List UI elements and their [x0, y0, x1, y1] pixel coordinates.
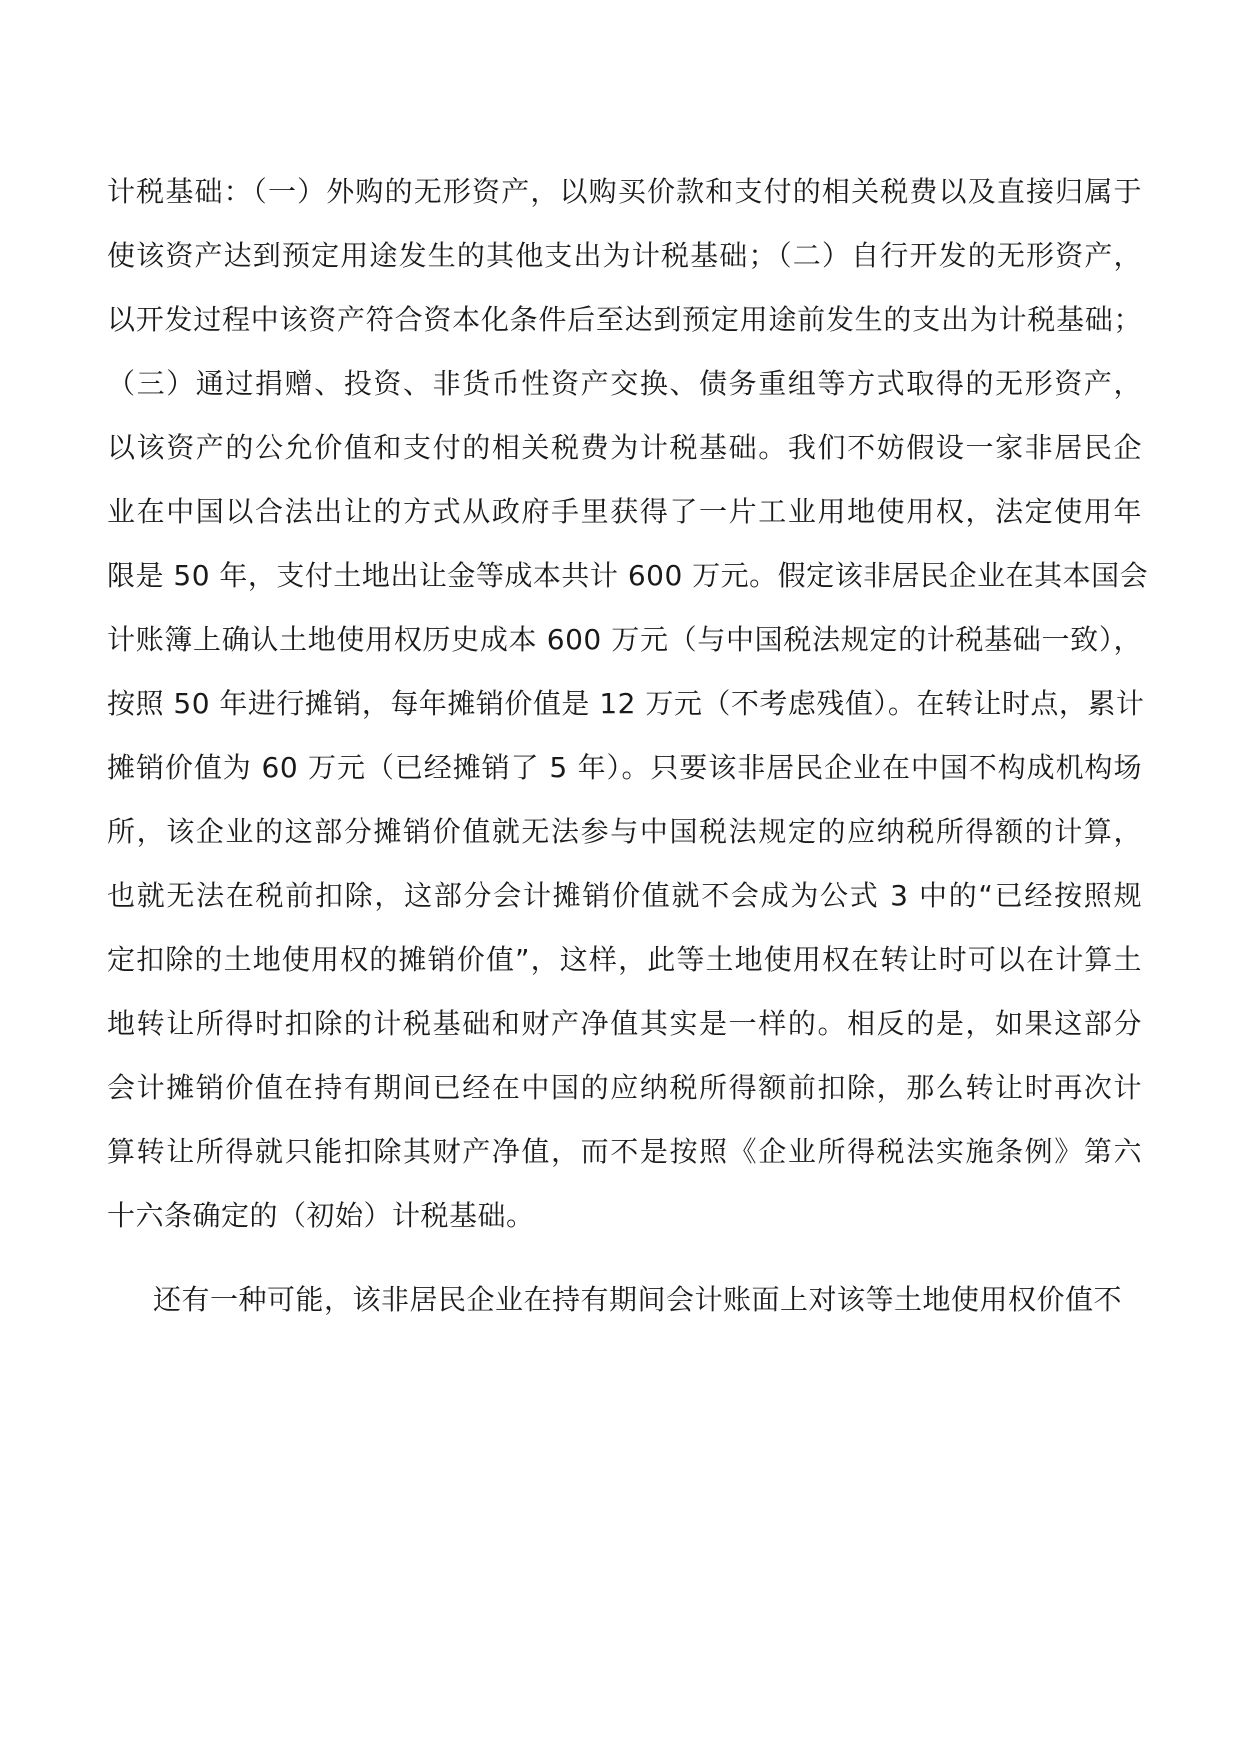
text-line: 计账簿上确认土地使用权历史成本 600 万元（与中国税法规定的计税基础一致），	[107, 623, 1142, 656]
text-line: 限是 50 年，支付土地出让金等成本共计 600 万元。假定该非居民企业在其本国会	[107, 559, 1149, 592]
text-line: 所，该企业的这部分摊销价值就无法参与中国税法规定的应纳税所得额的计算，	[107, 815, 1142, 848]
text-line: 以开发过程中该资产符合资本化条件后至达到预定用途前发生的支出为计税基础；	[107, 303, 1142, 336]
text-line: 也就无法在税前扣除，这部分会计摊销价值就不会成为公式 3 中的“已经按照规	[107, 879, 1142, 912]
text-line: 使该资产达到预定用途发生的其他支出为计税基础；（二）自行开发的无形资产，	[107, 239, 1142, 272]
body-text	[107, 160, 1149, 1332]
text-line: 按照 50 年进行摊销，每年摊销价值是 12 万元（不考虑残值）。在转让时点，累计	[107, 687, 1145, 720]
text-line: 摊销价值为 60 万元（已经摊销了 5 年）。只要该非居民企业在中国不构成机构场	[107, 751, 1142, 784]
text-line: 定扣除的土地使用权的摊销价值”，这样，此等土地使用权在转让时可以在计算土	[107, 943, 1142, 976]
text-line: 计税基础：（一）外购的无形资产，以购买价款和支付的相关税费以及直接归属于	[107, 175, 1142, 208]
paragraph-gap	[107, 1248, 1142, 1268]
text-line: 业在中国以合法出让的方式从政府手里获得了一片工业用地使用权，法定使用年	[107, 495, 1142, 528]
text-line: （三）通过捐赠、投资、非货币性资产交换、债务重组等方式取得的无形资产，	[107, 367, 1142, 400]
text-line: 还有一种可能，该非居民企业在持有期间会计账面上对该等土地使用权价值不	[153, 1283, 1123, 1316]
paragraph-1	[107, 160, 1149, 1248]
text-line: 十六条确定的（初始）计税基础。	[107, 1199, 535, 1232]
text-line: 会计摊销价值在持有期间已经在中国的应纳税所得额前扣除，那么转让时再次计	[107, 1071, 1142, 1104]
text-line: 地转让所得时扣除的计税基础和财产净值其实是一样的。相反的是，如果这部分	[107, 1007, 1142, 1040]
paragraph-2	[107, 1268, 1142, 1332]
text-line: 算转让所得就只能扣除其财产净值，而不是按照《企业所得税法实施条例》第六	[107, 1135, 1142, 1168]
text-line: 以该资产的公允价值和支付的相关税费为计税基础。我们不妨假设一家非居民企	[107, 431, 1142, 464]
